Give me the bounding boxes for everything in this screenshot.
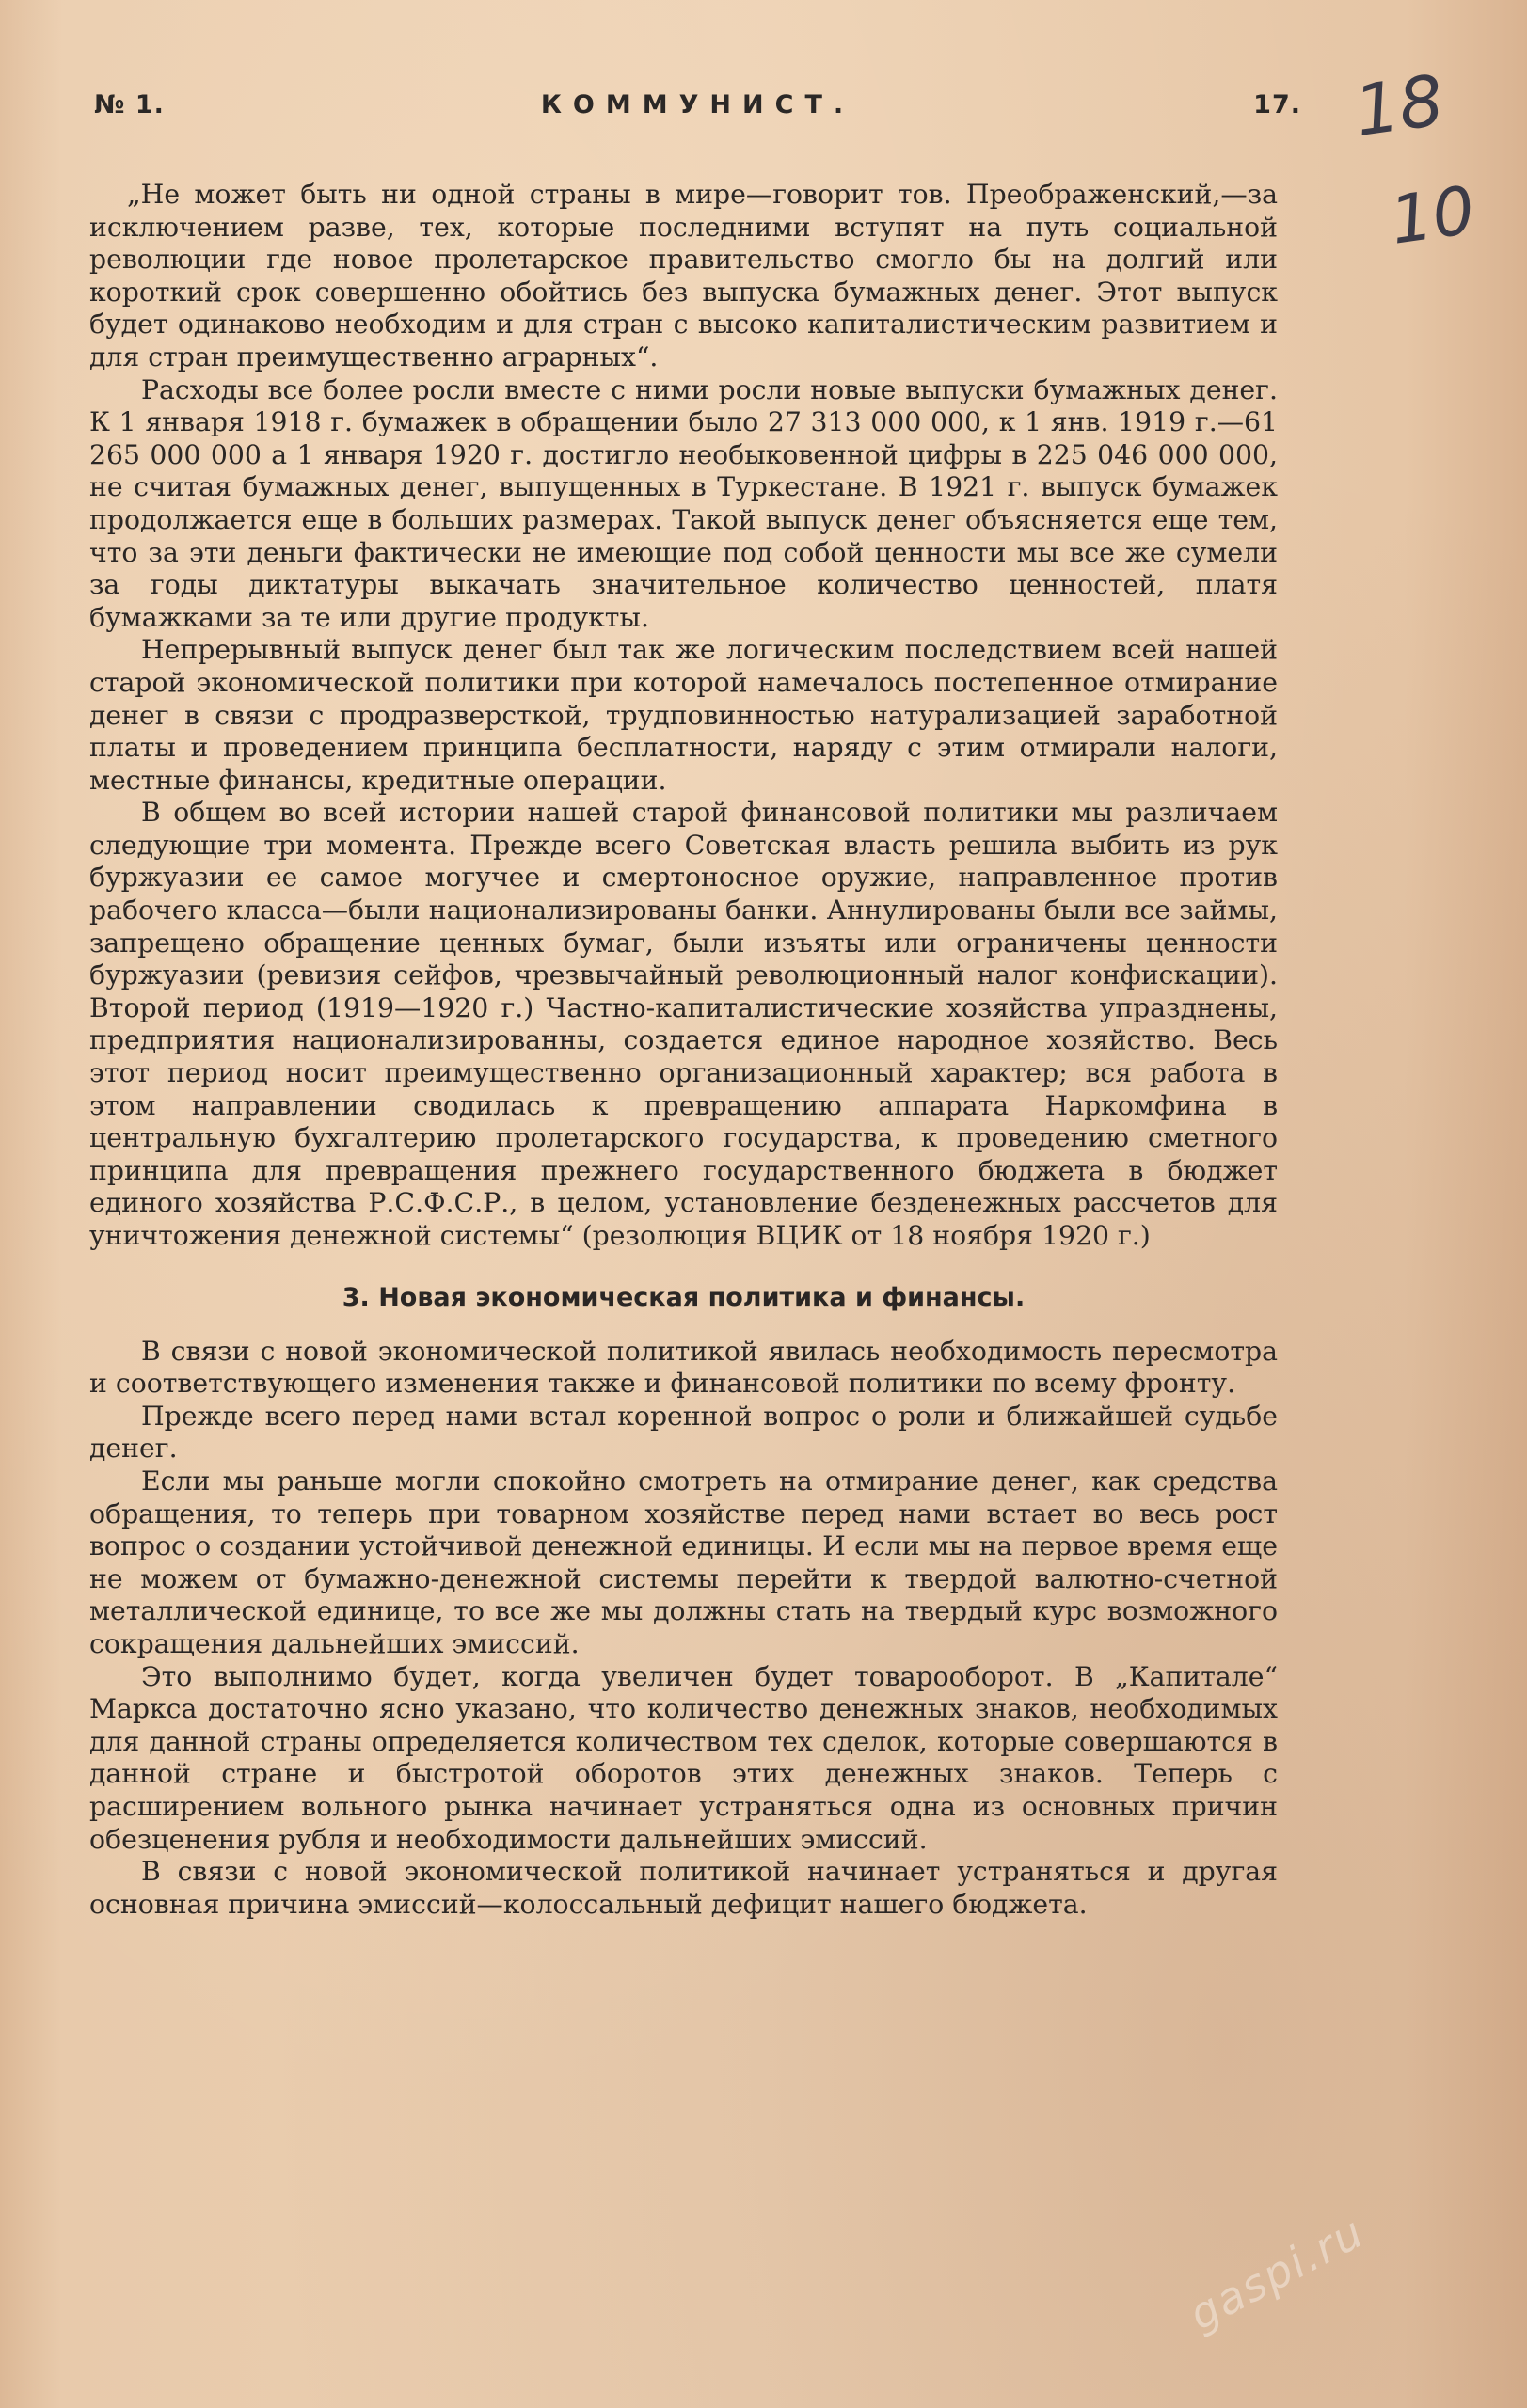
issue-number: № 1. [94, 90, 165, 119]
paragraph: Расходы все более росли вместе с ними росли новые выпуски бумажных денег. К 1 января 1918 г. бумажек в обращении было 27 313 000 000, к 1 янв. 1919 г.—61 265 000 000 а 1 января 1920 г. достигло необыковенной цифры в 225 046 000 000, не считая бумажных денег, выпущенных в Туркестане. В 1921 г. выпуск бумажек продолжается еще в больших размерах. Такой выпуск денег объясняется еще тем, что за эти деньги фактически не имеющие под собой ценности мы все же сумели за годы диктатуры выкачать значительное количество ценностей, платя бумажками за те или другие продукты. [89, 373, 1278, 633]
page-header [94, 90, 1301, 128]
handwritten-note-top: 18 [1349, 59, 1449, 153]
handwritten-note-bottom: 10 [1385, 171, 1480, 260]
article-body [89, 179, 1278, 1921]
journal-title: КОММУНИСТ. [540, 90, 855, 119]
paragraph-quote: „Не может быть ни одной страны в мире—говорит тов. Преображенский,—за исключением разве, тех, которые последними вступят на путь социальной революции где новое пролетарское правительство смогло бы на долгий или короткий срок совершенно обойтись без выпуска бумажных денег. Этот выпуск будет одинаково необходим и для стран с высоко капиталистическим развитием и для стран преимущественно аграрных“. [89, 179, 1278, 372]
paragraph: Это выполнимо будет, когда увеличен будет товарооборот. В „Капитале“ Маркса достаточно ясно указано, что количество денежных знаков, необходимых для данной страны определяется количеством тех сделок, которые совершаются в данной стране и быстротой оборотов этих денежных знаков. Теперь с расширением вольного рынка начинает устраняться одна из основных причин обезценения рубля и необходимости дальнейших эмиссий. [89, 1660, 1278, 1855]
paragraph: В связи с новой экономической политикой явилась необходимость пересмотра и соответствующего изменения также и финансовой политики по всему фронту. [89, 1335, 1278, 1400]
paragraph: В общем во всей истории нашей старой финансовой политики мы различаем следующие три момента. Прежде всего Советская власть решила выбить из рук буржуазии ее самое могучее и смертоносное оружие, направленное против рабочего класса—были национализированы банки. Аннулированы были все займы, запрещено обращение ценных бумаг, были изъяты или ограничены ценности буржуазии (ревизия сейфов, чрезвычайный революционный налог конфискации). Второй период (1919—1920 г.) Частно-капиталистические хозяйства упразднены, предприятия национализированны, создается единое народное хозяйство. Весь этот период носит преимущественно организационный характер; вся работа в этом направлении сводилась к превращению аппарата Наркомфина в центральную бухгалтерию пролетарского государства, к проведению сметного принципа для превращения прежнего государственного бюджета в бюджет единого хозяйства Р.С.Ф.С.Р., в целом, установление безденежных рассчетов для уничтожения денежной системы“ (резолюция ВЦИК от 18 ноября 1920 г.) [89, 797, 1278, 1251]
page-number: 17. [1253, 90, 1301, 119]
paragraph: Прежде всего перед нами встал коренной вопрос о роли и ближайшей судьбе денег. [89, 1400, 1278, 1465]
site-watermark: gaspi.ru [1181, 2206, 1373, 2340]
paragraph: Непрерывный выпуск денег был так же логическим последствием всей нашей старой экономической политики при которой намечалось постепенное отмирание денег в связи с продразверсткой, трудповинностью натурализацией заработной платы и проведением принципа бесплатности, наряду с этим отмирали налоги, местные финансы, кредитные операции. [89, 634, 1278, 796]
section-heading: 3. Новая экономическая политика и финансы. [342, 1282, 1026, 1312]
paragraph: Если мы раньше могли спокойно смотреть на отмирание денег, как средства обращения, то теперь при товарном хозяйстве перед нами встает во весь рост вопрос о создании устойчивой денежной единицы. И если мы на первое время еще не можем от бумажно-денежной системы перейти к твердой валютно-счетной металлической единице, то все же мы должны стать на твердый курс возможного сокращения дальнейших эмиссий. [89, 1465, 1278, 1659]
paragraph: В связи с новой экономической политикой начинает устраняться и другая основная причина эмиссий—колоссальный дефицит нашего бюджета. [89, 1856, 1278, 1920]
